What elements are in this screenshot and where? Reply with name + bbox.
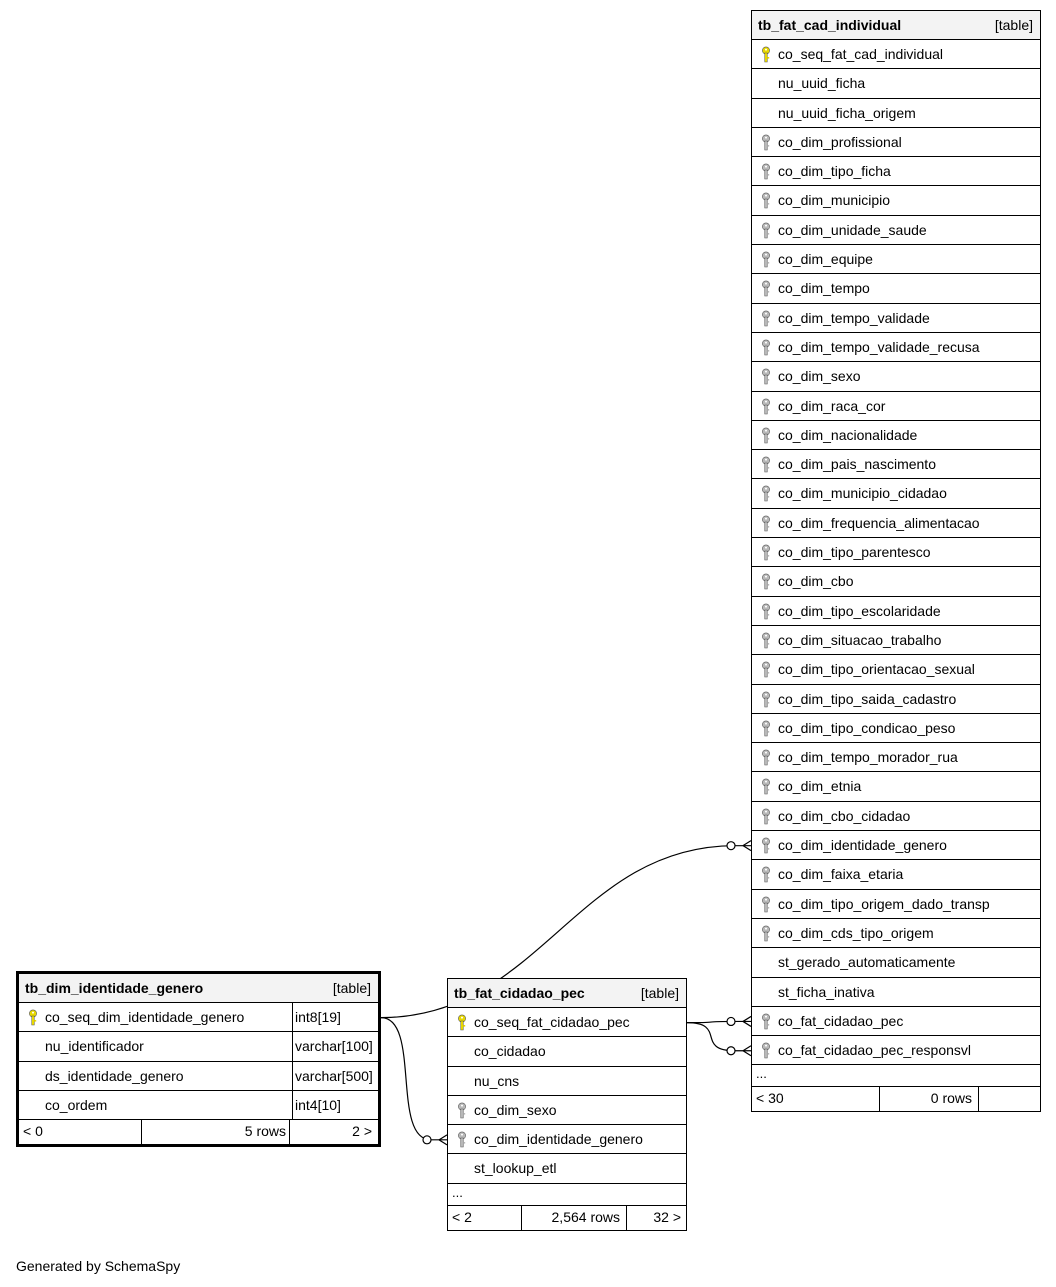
column-row[interactable] <box>752 772 1040 801</box>
table-header[interactable] <box>448 979 686 1008</box>
foreign-key-icon <box>456 1131 468 1149</box>
column-row[interactable] <box>752 479 1040 508</box>
column-name: nu_identificador <box>45 1038 144 1055</box>
row-count: 0 rows <box>930 1090 972 1107</box>
foreign-key-icon <box>760 866 772 884</box>
foreign-key-icon <box>760 427 772 445</box>
foreign-key-icon <box>760 925 772 943</box>
foreign-key-icon <box>760 339 772 357</box>
column-row[interactable] <box>448 1037 686 1066</box>
foreign-key-icon <box>760 1042 772 1060</box>
column-name: co_dim_sexo <box>778 368 861 385</box>
column-list <box>448 1008 686 1184</box>
column-name: co_seq_fat_cad_individual <box>778 46 944 62</box>
column-row[interactable] <box>752 1007 1040 1036</box>
foreign-key-icon <box>760 720 772 738</box>
table-name: tb_dim_identidade_genero <box>25 980 204 996</box>
foreign-key-icon <box>760 749 772 767</box>
column-row[interactable] <box>752 304 1040 333</box>
parents-count[interactable]: < 2 <box>452 1208 472 1225</box>
column-row[interactable] <box>752 860 1040 889</box>
table-type-label: [table] <box>994 17 1033 33</box>
column-name: co_dim_sexo <box>474 1101 557 1118</box>
column-row[interactable] <box>448 1008 686 1037</box>
column-type: int8[19] <box>295 1009 341 1025</box>
column-row[interactable] <box>752 509 1040 538</box>
table-tb-dim-identidade-genero[interactable] <box>16 971 381 1147</box>
column-name: co_dim_unidade_saude <box>778 221 927 238</box>
optional-marker <box>727 1017 735 1025</box>
foreign-key-icon <box>760 808 772 826</box>
column-row[interactable] <box>448 1067 686 1096</box>
foreign-key-icon <box>760 192 772 210</box>
column-name: ds_identidade_genero <box>45 1067 184 1084</box>
column-row[interactable] <box>752 597 1040 626</box>
column-row[interactable] <box>752 186 1040 215</box>
column-row[interactable] <box>448 1096 686 1125</box>
foreign-key-icon <box>760 485 772 503</box>
relationship-line <box>381 1018 447 1140</box>
foreign-key-icon <box>760 134 772 152</box>
column-name: co_seq_dim_identidade_genero <box>45 1009 245 1025</box>
column-name: co_dim_equipe <box>778 251 873 268</box>
optional-marker <box>727 842 735 850</box>
column-row[interactable] <box>752 538 1040 567</box>
foreign-key-icon <box>760 1013 772 1031</box>
optional-marker <box>727 1047 735 1055</box>
table-name: tb_fat_cad_individual <box>758 17 902 33</box>
table-name: tb_fat_cidadao_pec <box>454 985 585 1001</box>
row-count: 2,564 rows <box>551 1208 620 1225</box>
relationship-line <box>687 1023 751 1051</box>
table-header[interactable] <box>752 11 1040 40</box>
foreign-key-icon <box>760 251 772 269</box>
column-row[interactable] <box>752 1036 1040 1065</box>
column-row[interactable] <box>752 362 1040 391</box>
column-name: co_dim_raca_cor <box>778 397 886 414</box>
more-columns-ellipsis: ... <box>448 1184 686 1206</box>
column-name: co_fat_cidadao_pec_responsvl <box>778 1042 972 1059</box>
column-row[interactable] <box>752 685 1040 714</box>
column-name: co_dim_profissional <box>778 133 902 150</box>
column-name: co_dim_cbo_cidadao <box>778 807 911 824</box>
column-type: int4[10] <box>295 1096 341 1113</box>
column-row[interactable] <box>752 714 1040 743</box>
column-row[interactable] <box>752 831 1040 860</box>
optional-marker <box>423 1136 431 1144</box>
column-name: co_dim_tipo_origem_dado_transp <box>778 895 990 912</box>
column-name: nu_uuid_ficha <box>778 75 866 92</box>
foreign-key-icon <box>760 163 772 181</box>
column-name: co_dim_tipo_ficha <box>778 163 891 180</box>
column-name: nu_cns <box>474 1072 520 1089</box>
column-name: st_ficha_inativa <box>778 983 875 1000</box>
foreign-key-icon <box>760 368 772 386</box>
column-name: co_dim_tempo_validade <box>778 309 930 326</box>
table-footer <box>448 1206 686 1230</box>
children-count[interactable]: 32 > <box>653 1208 681 1225</box>
parents-count[interactable]: < 30 <box>756 1090 784 1107</box>
table-footer <box>752 1087 1040 1111</box>
column-row[interactable] <box>448 1154 686 1183</box>
column-row[interactable] <box>752 99 1040 128</box>
parents-count[interactable]: < 0 <box>23 1123 43 1140</box>
column-name: co_dim_identidade_genero <box>778 837 947 854</box>
column-row[interactable] <box>19 1091 378 1120</box>
foreign-key-icon <box>760 661 772 679</box>
foreign-key-icon <box>760 515 772 533</box>
column-row[interactable] <box>752 157 1040 186</box>
column-type: varchar[100] <box>295 1038 373 1055</box>
column-row[interactable] <box>448 1125 686 1154</box>
table-type-label: [table] <box>332 980 371 996</box>
children-count[interactable]: 2 > <box>352 1123 372 1140</box>
column-name: co_dim_tipo_escolaridade <box>778 602 941 619</box>
column-row[interactable] <box>752 128 1040 157</box>
column-row[interactable] <box>752 802 1040 831</box>
column-row[interactable] <box>752 69 1040 98</box>
column-type: varchar[500] <box>295 1067 373 1084</box>
column-name: co_dim_cbo <box>778 573 854 590</box>
column-name: co_dim_municipio <box>778 192 891 209</box>
column-row[interactable] <box>752 392 1040 421</box>
column-name: co_dim_frequencia_alimentacao <box>778 514 980 531</box>
foreign-key-icon <box>760 544 772 562</box>
column-row[interactable] <box>19 1003 378 1032</box>
table-tb-fat-cad-individual[interactable] <box>751 10 1041 1112</box>
column-row[interactable] <box>19 1032 378 1061</box>
column-name: co_dim_nacionalidade <box>778 426 918 443</box>
column-name: co_dim_tipo_orientacao_sexual <box>778 661 975 678</box>
foreign-key-icon <box>760 573 772 591</box>
column-name: co_seq_fat_cidadao_pec <box>474 1014 630 1030</box>
column-name: co_dim_pais_nascimento <box>778 456 936 473</box>
column-row[interactable] <box>752 978 1040 1007</box>
table-type-label: [table] <box>640 985 679 1001</box>
column-row[interactable] <box>752 274 1040 303</box>
column-row[interactable] <box>752 626 1040 655</box>
table-header[interactable] <box>19 974 378 1003</box>
column-row[interactable] <box>19 1062 378 1091</box>
column-name: co_dim_situacao_trabalho <box>778 631 942 648</box>
column-row[interactable] <box>752 890 1040 919</box>
foreign-key-icon <box>760 691 772 709</box>
column-name: co_dim_identidade_genero <box>474 1131 643 1148</box>
column-name: co_dim_tipo_parentesco <box>778 544 931 561</box>
foreign-key-icon <box>760 778 772 796</box>
column-name: st_lookup_etl <box>474 1160 557 1177</box>
column-row[interactable] <box>752 948 1040 977</box>
column-row[interactable] <box>752 421 1040 450</box>
column-name: co_dim_municipio_cidadao <box>778 485 947 502</box>
column-row[interactable] <box>752 567 1040 596</box>
column-name: co_dim_tempo_morador_rua <box>778 749 958 766</box>
foreign-key-icon <box>760 456 772 474</box>
column-row[interactable] <box>752 40 1040 69</box>
column-row[interactable] <box>752 743 1040 772</box>
foreign-key-icon <box>760 632 772 650</box>
column-name: co_dim_etnia <box>778 778 862 795</box>
primary-key-icon <box>456 1014 468 1032</box>
foreign-key-icon <box>760 837 772 855</box>
column-name: co_fat_cidadao_pec <box>778 1012 904 1029</box>
column-name: co_dim_faixa_etaria <box>778 866 904 883</box>
primary-key-icon <box>27 1009 39 1027</box>
column-row[interactable] <box>752 450 1040 479</box>
column-name: co_cidadao <box>474 1043 546 1060</box>
column-list <box>752 40 1040 1065</box>
column-name: co_ordem <box>45 1096 108 1113</box>
column-name: nu_uuid_ficha_origem <box>778 104 916 121</box>
primary-key-icon <box>760 46 772 64</box>
generated-by-text: Generated by SchemaSpy <box>16 1258 181 1274</box>
column-row[interactable] <box>752 919 1040 948</box>
column-row[interactable] <box>752 655 1040 684</box>
foreign-key-icon <box>760 222 772 240</box>
foreign-key-icon <box>760 398 772 416</box>
foreign-key-icon <box>760 280 772 298</box>
column-row[interactable] <box>752 333 1040 362</box>
relationship-line <box>687 1021 751 1022</box>
column-name: co_dim_tipo_saida_cadastro <box>778 690 957 707</box>
column-list <box>19 1003 378 1120</box>
row-count: 5 rows <box>244 1123 286 1140</box>
column-row[interactable] <box>752 245 1040 274</box>
column-name: co_dim_cds_tipo_origem <box>778 924 934 941</box>
foreign-key-icon <box>760 603 772 621</box>
column-name: st_gerado_automaticamente <box>778 954 956 971</box>
column-name: co_dim_tipo_condicao_peso <box>778 719 956 736</box>
table-tb-fat-cidadao-pec[interactable] <box>447 978 687 1231</box>
foreign-key-icon <box>760 896 772 914</box>
more-columns-ellipsis: ... <box>752 1065 1040 1087</box>
foreign-key-icon <box>456 1102 468 1120</box>
table-footer <box>19 1120 378 1144</box>
foreign-key-icon <box>760 310 772 328</box>
column-name: co_dim_tempo <box>778 280 870 297</box>
column-row[interactable] <box>752 216 1040 245</box>
column-name: co_dim_tempo_validade_recusa <box>778 338 980 355</box>
